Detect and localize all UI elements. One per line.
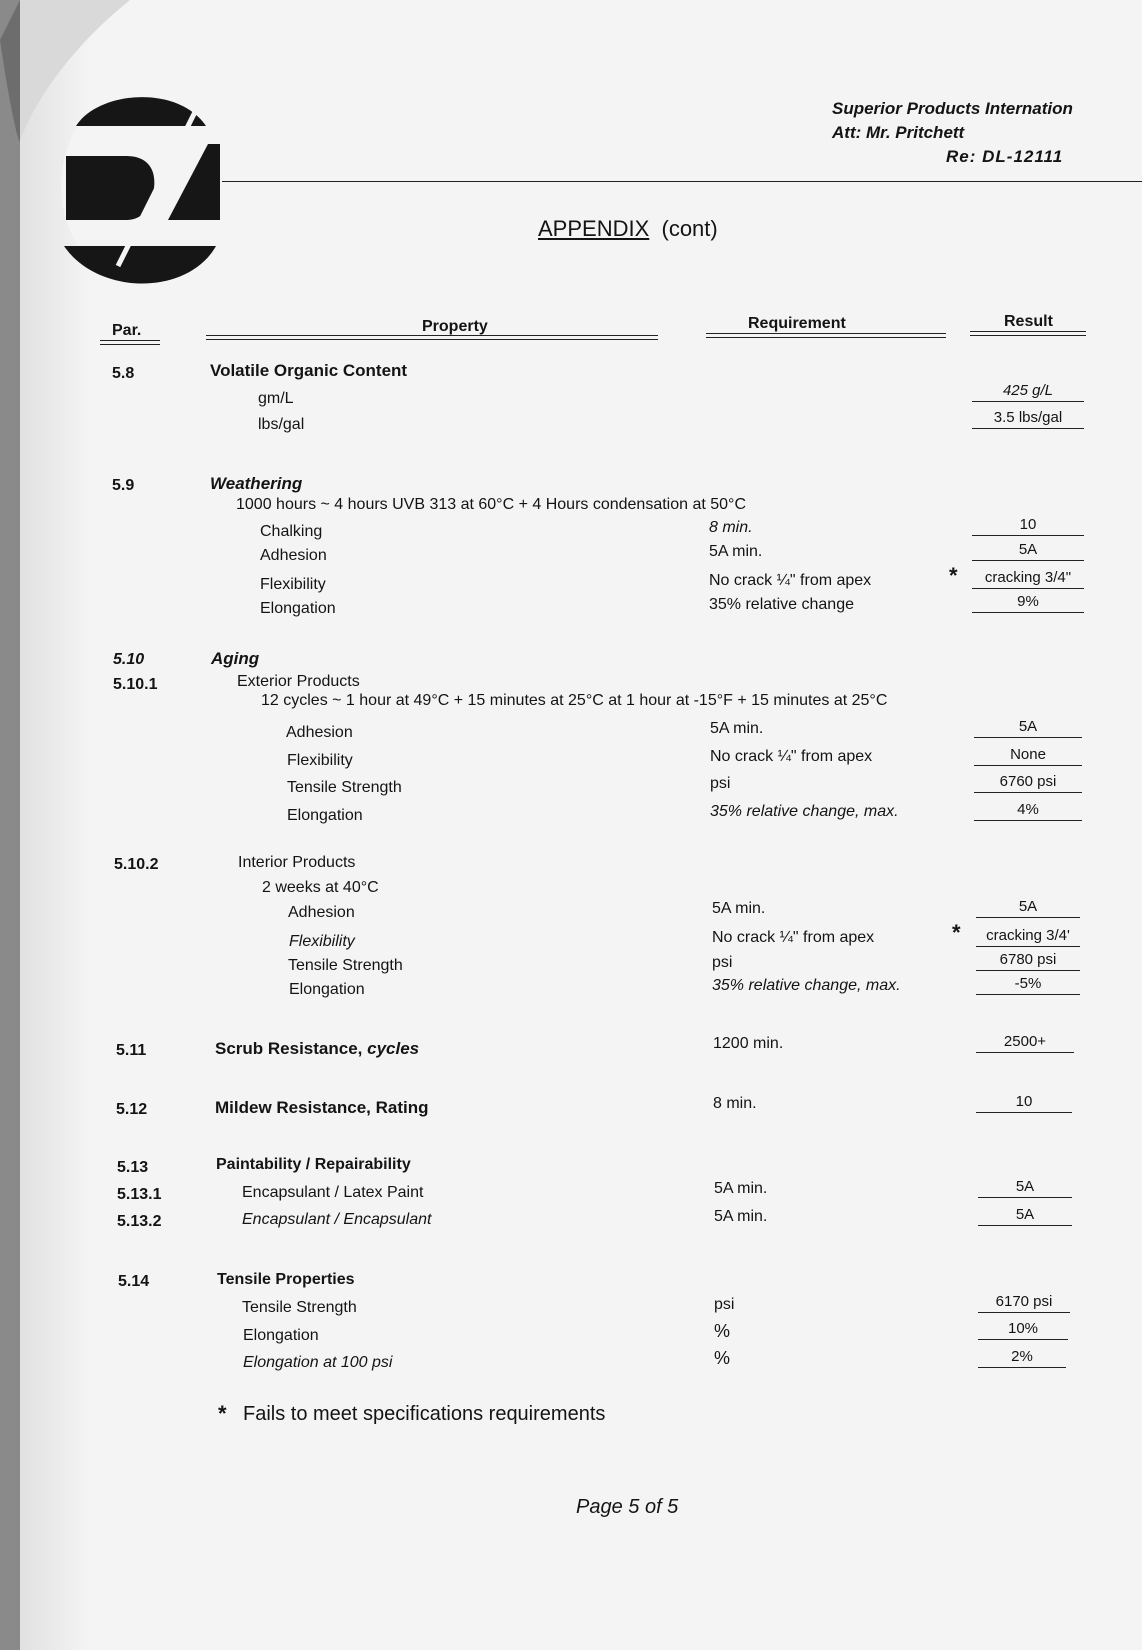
row-requirement: 35% relative change <box>709 596 854 613</box>
company-logo <box>58 86 228 286</box>
column-header-requirement: Requirement <box>748 315 846 332</box>
row-requirement: 5A min. <box>710 720 764 737</box>
row-requirement: psi <box>710 775 731 792</box>
row-label: Encapsulant / Latex Paint <box>242 1184 424 1201</box>
column-header-property: Property <box>422 318 488 335</box>
test-condition: 1000 hours ~ 4 hours UVB 313 at 60°C + 4 Hours condensation at 50°C <box>236 496 747 513</box>
row-result: 10 <box>976 1093 1072 1113</box>
par-number: 5.10.2 <box>114 856 159 873</box>
row-requirement: 8 min. <box>709 519 753 536</box>
row-result: 5A <box>972 541 1084 561</box>
reference-number: Re: DL-12111 <box>946 147 1064 166</box>
row-requirement: psi <box>714 1296 735 1313</box>
par-number: 5.12 <box>116 1101 148 1118</box>
column-rule-result <box>970 331 1086 336</box>
row-label: Elongation at 100 psi <box>243 1354 393 1371</box>
row-label: lbs/gal <box>258 416 305 433</box>
section-title <box>215 1039 419 1059</box>
attention-line: Att: Mr. Pritchett <box>832 123 965 142</box>
row-requirement: 5A min. <box>714 1180 768 1197</box>
row-requirement: No crack ¼" from apex <box>710 748 873 765</box>
row-label: Elongation <box>260 600 336 617</box>
row-label: Tensile Strength <box>242 1299 357 1316</box>
row-label: Chalking <box>260 523 323 540</box>
par-number: 5.10 <box>113 651 145 668</box>
appendix-title-suffix: (cont) <box>661 216 718 241</box>
row-result: 5A <box>976 898 1080 918</box>
footnote-marker: * <box>218 1401 227 1426</box>
row-result: 3.5 lbs/gal <box>972 409 1084 429</box>
row-result: cracking 3/4" <box>972 569 1084 589</box>
test-condition: 12 cycles ~ 1 hour at 49°C + 15 minutes at 25°C at 1 hour at -15°F + 15 minutes at 25°C <box>261 692 888 709</box>
row-label: Flexibility <box>287 752 353 769</box>
column-header-result: Result <box>1004 313 1053 330</box>
row-requirement: No crack ¼" from apex <box>709 572 872 589</box>
row-requirement: No crack ¼" from apex <box>712 929 875 946</box>
row-result: 425 g/L <box>972 382 1084 402</box>
section-title-unit: cycles <box>367 1039 420 1058</box>
row-result: 10 <box>972 516 1084 536</box>
header-rule <box>222 181 1142 182</box>
row-label: Elongation <box>287 807 363 824</box>
column-rule-par <box>100 340 160 345</box>
row-label: Elongation <box>243 1327 319 1344</box>
section-title: Mildew Resistance, Rating <box>215 1098 429 1117</box>
row-result: 2500+ <box>976 1033 1074 1053</box>
row-requirement: 5A min. <box>714 1208 768 1225</box>
fail-marker: * <box>952 920 961 945</box>
par-number: 5.9 <box>112 477 135 494</box>
column-header-par: Par. <box>112 322 142 339</box>
section-title: Weathering <box>210 474 303 493</box>
par-number: 5.13.1 <box>117 1186 162 1203</box>
par-number: 5.13 <box>117 1159 149 1176</box>
par-number: 5.8 <box>112 365 135 382</box>
section-title: Paintability / Repairability <box>216 1156 411 1173</box>
column-rule-property <box>206 335 658 340</box>
par-number: 5.14 <box>118 1273 150 1290</box>
section-title: Tensile Properties <box>217 1271 355 1288</box>
row-requirement: 35% relative change, max. <box>712 977 901 994</box>
row-label: Adhesion <box>286 724 353 741</box>
row-result: 5A <box>978 1178 1072 1198</box>
row-label: Flexibility <box>289 933 355 950</box>
row-result: 5A <box>974 718 1082 738</box>
row-result: 6170 psi <box>978 1293 1070 1313</box>
row-result: cracking 3/4' <box>976 927 1080 947</box>
row-label: Flexibility <box>260 576 326 593</box>
row-requirement: psi <box>712 954 733 971</box>
row-label: gm/L <box>258 390 294 407</box>
appendix-title-main: APPENDIX <box>538 216 650 241</box>
row-result: 4% <box>974 801 1082 821</box>
row-label: Tensile Strength <box>287 779 402 796</box>
fail-marker: * <box>949 563 958 588</box>
row-label: Encapsulant / Encapsulant <box>242 1211 432 1228</box>
par-number: 5.11 <box>116 1042 147 1059</box>
row-requirement: 1200 min. <box>713 1035 784 1052</box>
row-requirement: 8 min. <box>713 1095 757 1112</box>
section-title: Aging <box>211 649 260 668</box>
row-result: 5A <box>978 1206 1072 1226</box>
section-title-text: Scrub Resistance, <box>215 1039 368 1058</box>
row-result: 9% <box>972 593 1084 613</box>
row-result: None <box>974 746 1082 766</box>
column-rule-requirement <box>706 333 946 338</box>
row-result: 6760 psi <box>974 773 1082 793</box>
row-requirement: 5A min. <box>712 900 766 917</box>
page-number: Page 5 of 5 <box>576 1496 679 1518</box>
row-label: Tensile Strength <box>288 957 403 974</box>
footnote-text: Fails to meet specifications requirements <box>243 1403 606 1425</box>
recipient-company: Superior Products Internation <box>832 99 1073 118</box>
row-label: Adhesion <box>288 904 355 921</box>
par-number: 5.10.1 <box>113 676 158 693</box>
row-requirement: 5A min. <box>709 543 763 560</box>
subsection-title: Exterior Products <box>237 673 360 690</box>
row-requirement: % <box>714 1348 731 1368</box>
section-title: Volatile Organic Content <box>210 361 408 380</box>
row-result: 10% <box>978 1320 1068 1340</box>
row-requirement: % <box>714 1321 731 1341</box>
row-label: Adhesion <box>260 547 327 564</box>
row-result: 6780 psi <box>976 951 1080 971</box>
appendix-title <box>538 216 718 242</box>
row-requirement: 35% relative change, max. <box>710 803 899 820</box>
row-result: -5% <box>976 975 1080 995</box>
subsection-title: Interior Products <box>238 854 356 871</box>
test-condition: 2 weeks at 40°C <box>262 879 379 896</box>
row-label: Elongation <box>289 981 365 998</box>
par-number: 5.13.2 <box>117 1213 162 1230</box>
row-result: 2% <box>978 1348 1066 1368</box>
